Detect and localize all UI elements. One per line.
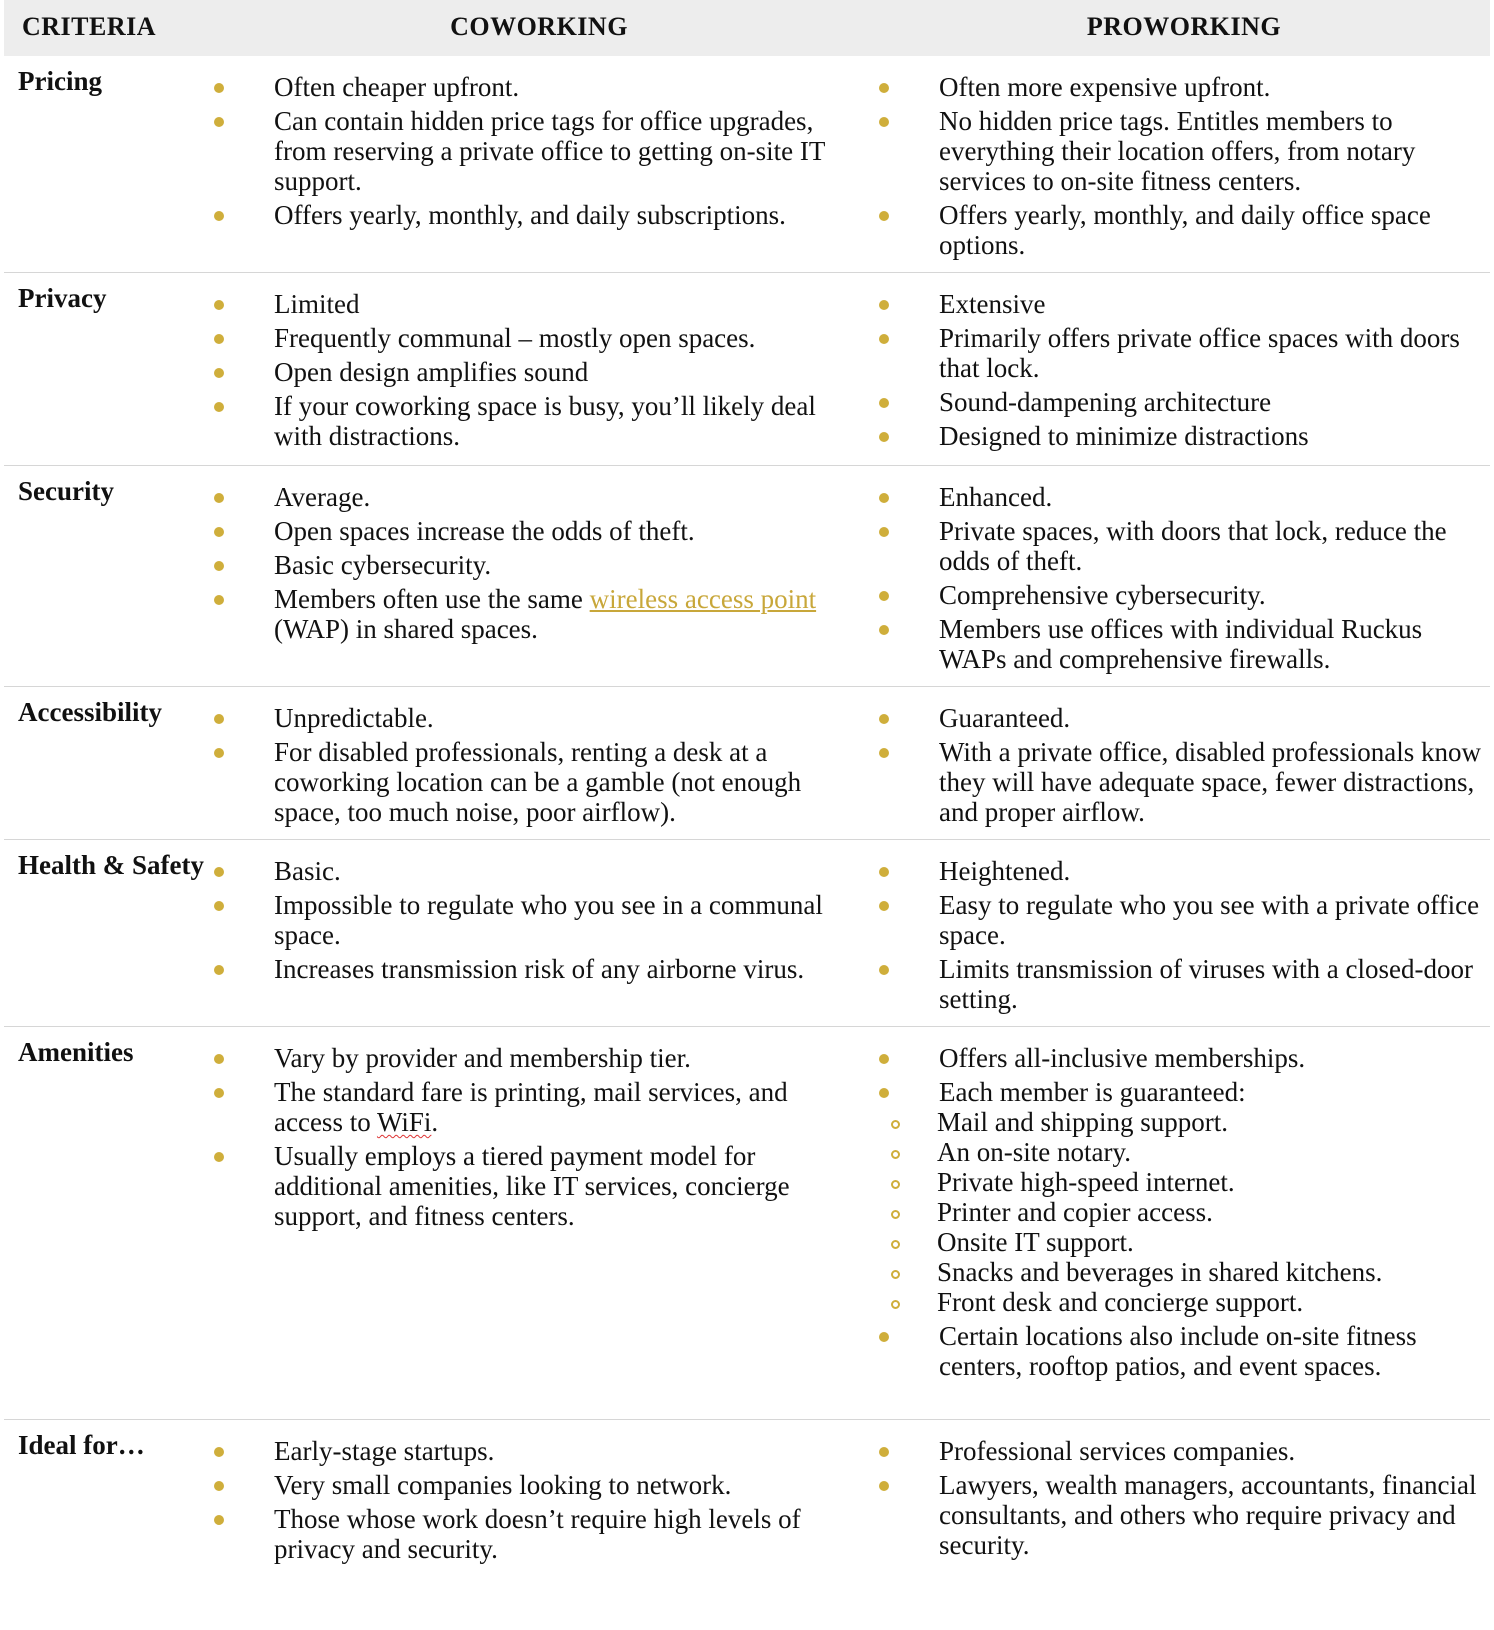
list-item: For disabled professionals, renting a desk at a coworking location can be a gamble (not enough space, too much noise, poor airflow). (214, 737, 854, 827)
circle-bullet-icon (891, 1300, 900, 1309)
bullet-icon (879, 117, 889, 127)
circle-bullet-icon (891, 1150, 900, 1159)
list-item: Vary by provider and membership tier. (214, 1043, 854, 1073)
bullet-icon (879, 493, 889, 503)
list-item: Members often use the same wireless access point (WAP) in shared spaces. (214, 584, 854, 644)
sub-list-item: Private high-speed internet. (879, 1167, 1489, 1197)
bullet-icon (214, 595, 224, 605)
bullet-icon (214, 300, 224, 310)
list-item: Can contain hidden price tags for office upgrades, from reserving a private office to getting on-site IT support. (214, 106, 854, 196)
list-item: If your coworking space is busy, you’ll likely deal with distractions. (214, 391, 854, 451)
bullet-icon (214, 493, 224, 503)
list-item: Easy to regulate who you see with a private office space. (879, 890, 1489, 950)
list-item: Guaranteed. (879, 703, 1489, 733)
row-amenities (4, 1027, 1490, 1420)
bullet-icon (214, 714, 224, 724)
bullet-icon (214, 867, 224, 877)
coworking-cell (214, 703, 854, 831)
coworking-cell (214, 1043, 854, 1235)
bullet-icon (214, 1481, 224, 1491)
list-item: Lawyers, wealth managers, accountants, financial consultants, and others who require privacy and security. (879, 1470, 1489, 1560)
bullet-icon (879, 1447, 889, 1457)
criteria-label: Amenities (18, 1037, 134, 1067)
proworking-cell (879, 482, 1489, 678)
list-item: Open design amplifies sound (214, 357, 854, 387)
bullet-icon (879, 1054, 889, 1064)
list-item: Often cheaper upfront. (214, 72, 854, 102)
list-item: Heightened. (879, 856, 1489, 886)
bullet-icon (879, 1088, 889, 1098)
bullet-icon (214, 965, 224, 975)
sub-list-item: Printer and copier access. (879, 1197, 1489, 1227)
list-item: Basic cybersecurity. (214, 550, 854, 580)
bullet-icon (879, 334, 889, 344)
proworking-cell (879, 72, 1489, 264)
list-item: Extensive (879, 289, 1489, 319)
header-criteria: CRITERIA (22, 12, 157, 41)
coworking-cell (214, 72, 854, 234)
wireless-access-point-link[interactable]: wireless access point (589, 584, 817, 614)
list-item: Average. (214, 482, 854, 512)
bullet-icon (214, 748, 224, 758)
circle-bullet-icon (891, 1120, 900, 1129)
row-privacy (4, 273, 1490, 466)
bullet-icon (214, 527, 224, 537)
proworking-cell (879, 289, 1489, 455)
bullet-icon (879, 591, 889, 601)
sub-list-item: Onsite IT support. (879, 1227, 1489, 1257)
bullet-icon (214, 1447, 224, 1457)
bullet-icon (214, 83, 224, 93)
bullet-icon (879, 867, 889, 877)
row-health-safety (4, 840, 1490, 1027)
sub-list-item: An on-site notary. (879, 1137, 1489, 1167)
table-header (4, 0, 1490, 56)
list-item: Offers yearly, monthly, and daily office space options. (879, 200, 1489, 260)
bullet-icon (214, 901, 224, 911)
bullet-icon (879, 398, 889, 408)
circle-bullet-icon (891, 1270, 900, 1279)
proworking-cell (879, 856, 1489, 1018)
list-item: Offers all-inclusive memberships. (879, 1043, 1489, 1073)
list-item: Enhanced. (879, 482, 1489, 512)
list-item: Impossible to regulate who you see in a communal space. (214, 890, 854, 950)
bullet-icon (214, 117, 224, 127)
guaranteed-sublist (879, 1107, 1489, 1317)
list-item: Limited (214, 289, 854, 319)
list-item: No hidden price tags. Entitles members to everything their location offers, from notary services to on-site fitness centers. (879, 106, 1489, 196)
row-pricing (4, 56, 1490, 273)
list-item: Designed to minimize distractions (879, 421, 1489, 451)
list-item: Sound-dampening architecture (879, 387, 1489, 417)
spellcheck-word: WiFi (376, 1107, 432, 1137)
bullet-icon (879, 300, 889, 310)
bullet-icon (879, 83, 889, 93)
criteria-label: Privacy (18, 283, 107, 313)
list-item: Open spaces increase the odds of theft. (214, 516, 854, 546)
bullet-icon (879, 714, 889, 724)
criteria-label: Ideal for… (18, 1430, 145, 1460)
list-item: Early-stage startups. (214, 1436, 854, 1466)
bullet-icon (214, 1515, 224, 1525)
header-proworking: PROWORKING (1086, 12, 1282, 41)
bullet-icon (879, 625, 889, 635)
sub-list-item: Snacks and beverages in shared kitchens. (879, 1257, 1489, 1287)
bullet-icon (214, 1152, 224, 1162)
list-item: Certain locations also include on-site fitness centers, rooftop patios, and event spaces. (879, 1321, 1489, 1381)
circle-bullet-icon (891, 1240, 900, 1249)
coworking-cell (214, 1436, 854, 1568)
list-item: Unpredictable. (214, 703, 854, 733)
coworking-cell (214, 289, 854, 455)
list-item: Members use offices with individual Ruckus WAPs and comprehensive firewalls. (879, 614, 1489, 674)
header-coworking: COWORKING (450, 12, 628, 41)
criteria-label: Accessibility (18, 697, 162, 727)
list-item: Each member is guaranteed: (879, 1077, 1489, 1107)
proworking-cell (879, 1043, 1489, 1385)
proworking-cell (879, 703, 1489, 831)
proworking-cell (879, 1436, 1489, 1564)
row-accessibility (4, 687, 1490, 840)
list-item: Private spaces, with doors that lock, reduce the odds of theft. (879, 516, 1489, 576)
bullet-icon (879, 527, 889, 537)
list-item: Primarily offers private office spaces with doors that lock. (879, 323, 1489, 383)
circle-bullet-icon (891, 1210, 900, 1219)
row-security (4, 466, 1490, 687)
list-item: Very small companies looking to network. (214, 1470, 854, 1500)
list-item: With a private office, disabled professionals know they will have adequate space, fewer distractions, and proper airflow. (879, 737, 1489, 827)
list-item: Basic. (214, 856, 854, 886)
list-item: Those whose work doesn’t require high levels of privacy and security. (214, 1504, 854, 1564)
row-ideal-for (4, 1420, 1490, 1630)
list-item: Usually employs a tiered payment model for additional amenities, like IT services, concierge support, and fitness centers. (214, 1141, 854, 1231)
list-item: Professional services companies. (879, 1436, 1489, 1466)
criteria-label: Pricing (18, 66, 102, 96)
bullet-icon (214, 368, 224, 378)
bullet-icon (214, 334, 224, 344)
sub-list-item: Front desk and concierge support. (879, 1287, 1489, 1317)
bullet-icon (879, 211, 889, 221)
criteria-label: Health & Safety (18, 850, 204, 880)
list-item: Offers yearly, monthly, and daily subscriptions. (214, 200, 854, 230)
list-item: Increases transmission risk of any airborne virus. (214, 954, 854, 984)
criteria-label: Security (18, 476, 114, 506)
bullet-icon (879, 432, 889, 442)
list-item: Often more expensive upfront. (879, 72, 1489, 102)
sub-list-item: Mail and shipping support. (879, 1107, 1489, 1137)
bullet-icon (879, 1332, 889, 1342)
list-item: Limits transmission of viruses with a closed-door setting. (879, 954, 1489, 1014)
coworking-cell (214, 482, 854, 648)
list-item: The standard fare is printing, mail services, and access to WiFi. (214, 1077, 854, 1137)
circle-bullet-icon (891, 1180, 900, 1189)
bullet-icon (214, 561, 224, 571)
bullet-icon (214, 1088, 224, 1098)
bullet-icon (879, 1481, 889, 1491)
list-item: Frequently communal – mostly open spaces. (214, 323, 854, 353)
coworking-cell (214, 856, 854, 988)
bullet-icon (214, 1054, 224, 1064)
bullet-icon (214, 402, 224, 412)
bullet-icon (214, 211, 224, 221)
bullet-icon (879, 748, 889, 758)
bullet-icon (879, 965, 889, 975)
bullet-icon (879, 901, 889, 911)
list-item: Comprehensive cybersecurity. (879, 580, 1489, 610)
